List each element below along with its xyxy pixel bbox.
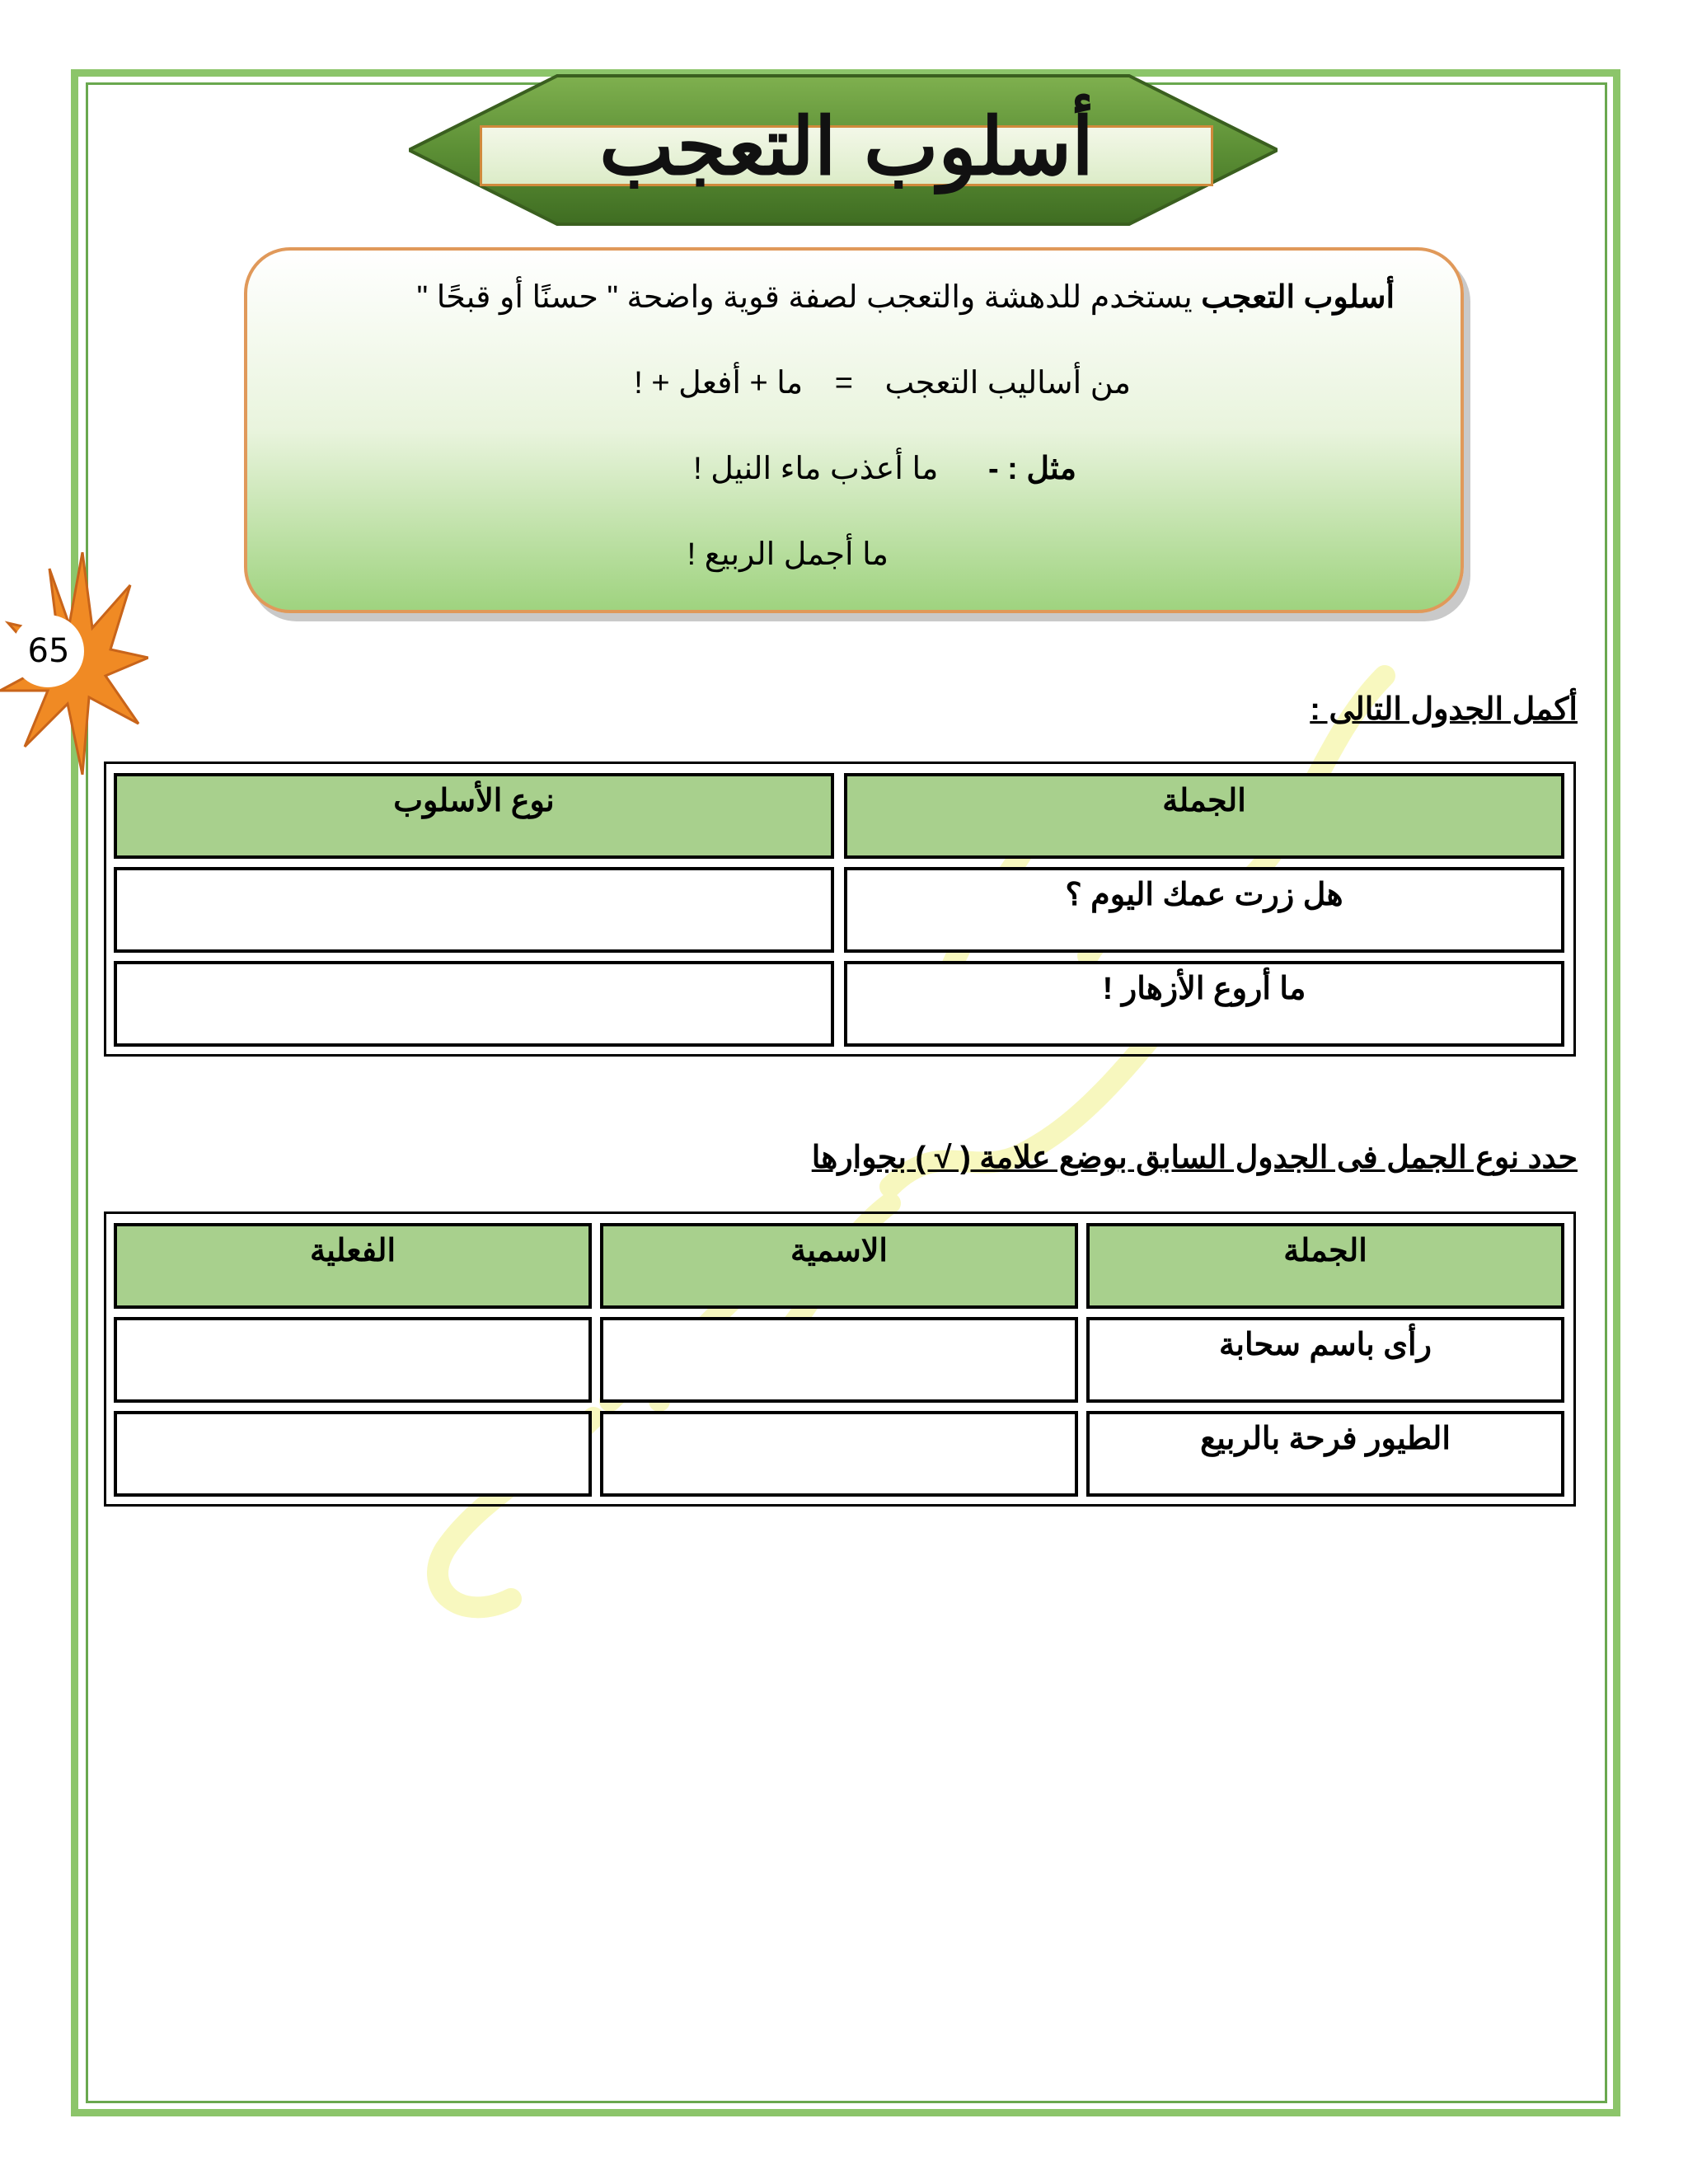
exercise1-heading: أكمل الجدول التالى :: [1310, 692, 1578, 727]
table-cell-sentence: ما أروع الأزهار !: [844, 961, 1564, 1047]
answer-cell-verbal[interactable]: [114, 1317, 592, 1403]
answer-cell-verbal[interactable]: [114, 1411, 592, 1497]
definition-text: يستخدم للدهشة والتعجب لصفة قوية واضحة " حسنًا أو قبحًا ": [416, 280, 1193, 315]
rule-label: من أساليب التعجب: [884, 366, 1131, 401]
exercise2-heading: حدد نوع الجمل فى الجدول السابق بوضع علامة ( √ ) بجوارها: [811, 1141, 1578, 1175]
table-header-verbal: الفعلية: [114, 1223, 592, 1309]
table-header-style-type: نوع الأسلوب: [114, 773, 834, 859]
example-label: مثل : -: [987, 452, 1076, 486]
example-line-2: [687, 534, 889, 575]
table-cell-sentence: الطيور فرحة بالربيع: [1086, 1411, 1564, 1497]
example-line-1: [693, 448, 1076, 490]
example-2: ما أجمل الربيع !: [687, 537, 889, 572]
table-header-nominal: الاسمية: [600, 1223, 1078, 1309]
table-cell-sentence: رأى باسم سحابة: [1086, 1317, 1564, 1403]
answer-cell-nominal[interactable]: [600, 1317, 1078, 1403]
table-header-sentence: الجملة: [1086, 1223, 1564, 1309]
rule-formula: ما + أفعل + !: [634, 366, 804, 401]
answer-cell-style-type[interactable]: [114, 867, 834, 953]
definition-line: [417, 277, 1395, 318]
answer-cell-nominal[interactable]: [600, 1411, 1078, 1497]
answer-cell-style-type[interactable]: [114, 961, 834, 1047]
page-number: 65: [27, 632, 70, 670]
example-1: ما أعذب ماء النيل !: [693, 452, 939, 486]
table-cell-sentence: هل زرت عمك اليوم ؟: [844, 867, 1564, 953]
rule-line: [634, 363, 1131, 404]
definition-term: أسلوب التعجب: [1201, 280, 1395, 315]
page-title: أسلوب التعجب: [599, 100, 1094, 193]
table-header-sentence: الجملة: [844, 773, 1564, 859]
rule-equals: =: [834, 366, 853, 401]
